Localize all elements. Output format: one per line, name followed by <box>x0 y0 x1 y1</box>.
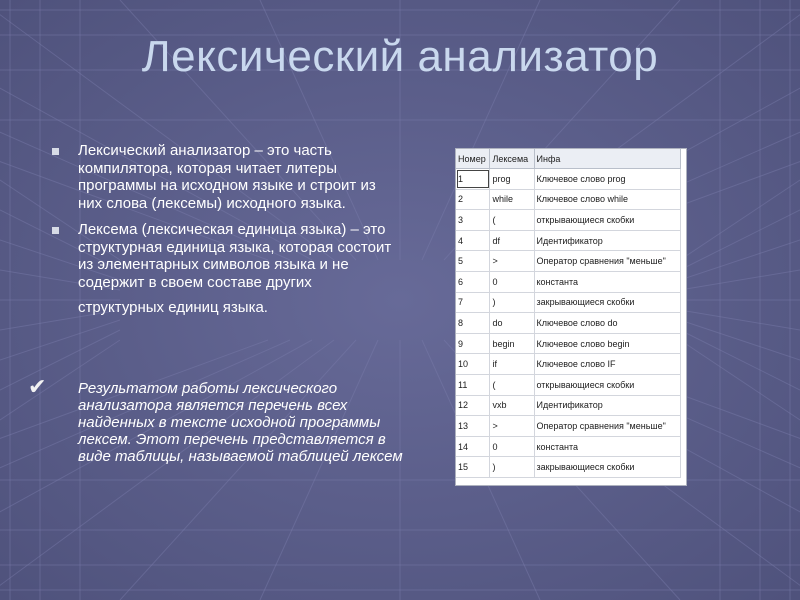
cell-info[interactable]: Ключевое слово do <box>534 313 681 334</box>
cell-number[interactable]: 4 <box>456 230 490 251</box>
cell-info[interactable]: константа <box>534 271 681 292</box>
cell-number[interactable]: 3 <box>456 210 490 231</box>
bullet-list <box>52 142 392 326</box>
cell-lexeme[interactable]: prog <box>490 169 534 190</box>
cell-info[interactable]: Идентификатор <box>534 395 681 416</box>
cell-info[interactable]: константа <box>534 436 681 457</box>
cell-info[interactable]: Ключевое слово IF <box>534 354 681 375</box>
cell-number[interactable]: 10 <box>456 354 490 375</box>
table-row[interactable] <box>456 333 681 354</box>
table-row[interactable] <box>456 210 681 231</box>
cell-number[interactable]: 9 <box>456 333 490 354</box>
cell-number[interactable]: 7 <box>456 292 490 313</box>
cell-lexeme[interactable]: ) <box>490 457 534 478</box>
cell-lexeme[interactable]: ( <box>490 210 534 231</box>
cell-info[interactable]: Оператор сравнения "меньше" <box>534 251 681 272</box>
table-row[interactable] <box>456 416 681 437</box>
result-text: Результатом работы лексического анализатора является перечень всех найденных в тексте исходной программы лексем. Этот перечень представляется в виде таблицы, называемой таблицей лексем <box>78 380 403 465</box>
cell-number[interactable]: 13 <box>456 416 490 437</box>
square-bullet-icon <box>52 148 59 155</box>
bullet-text: Лексический анализатор – это часть компилятора, которая читает литеры программы на исходном языке и строит из них слова (лексемы) исходного языка. <box>78 142 376 212</box>
table-row[interactable] <box>456 292 681 313</box>
cell-number[interactable]: 11 <box>456 374 490 395</box>
cell-lexeme[interactable]: 0 <box>490 271 534 292</box>
cell-info[interactable]: закрывающиеся скобки <box>534 292 681 313</box>
column-header-lexeme[interactable]: Лексема <box>490 149 534 169</box>
cell-info[interactable]: закрывающиеся скобки <box>534 457 681 478</box>
cell-number[interactable]: 6 <box>456 271 490 292</box>
table-row[interactable] <box>456 354 681 375</box>
bullet-text-continuation: структурных единиц языка. <box>78 299 268 316</box>
lexeme-table-window <box>455 148 687 486</box>
cell-lexeme[interactable]: ( <box>490 374 534 395</box>
cell-lexeme[interactable]: begin <box>490 333 534 354</box>
cell-number[interactable]: 8 <box>456 313 490 334</box>
table-row[interactable] <box>456 271 681 292</box>
table-row[interactable] <box>456 169 681 190</box>
cell-lexeme[interactable]: > <box>490 416 534 437</box>
table-row[interactable] <box>456 313 681 334</box>
cell-info[interactable]: открывающиеся скобки <box>534 210 681 231</box>
cell-lexeme[interactable]: > <box>490 251 534 272</box>
cell-info[interactable]: Идентификатор <box>534 230 681 251</box>
table-row[interactable] <box>456 230 681 251</box>
table-row[interactable] <box>456 457 681 478</box>
square-bullet-icon <box>52 227 59 234</box>
cell-lexeme[interactable]: df <box>490 230 534 251</box>
cell-lexeme[interactable]: vxb <box>490 395 534 416</box>
bullet-item <box>52 221 392 317</box>
cell-number[interactable]: 12 <box>456 395 490 416</box>
lexeme-table <box>456 149 681 478</box>
cell-number[interactable]: 15 <box>456 457 490 478</box>
column-header-info[interactable]: Инфа <box>534 149 681 169</box>
cell-info[interactable]: открывающиеся скобки <box>534 374 681 395</box>
cell-info[interactable]: Ключевое слово while <box>534 189 681 210</box>
table-row[interactable] <box>456 436 681 457</box>
table-row[interactable] <box>456 395 681 416</box>
checkmark-icon: ✔ <box>28 374 47 399</box>
cell-lexeme[interactable]: do <box>490 313 534 334</box>
bullet-text: Лексема (лексическая единица языка) – это структурная единица языка, которая состоит из элементарных символов языка и не содержит в своем составе других <box>78 221 392 291</box>
cell-lexeme[interactable]: if <box>490 354 534 375</box>
cell-info[interactable]: Ключевое слово prog <box>534 169 681 190</box>
column-header-number[interactable]: Номер <box>456 149 490 169</box>
cell-lexeme[interactable]: 0 <box>490 436 534 457</box>
table-row[interactable] <box>456 374 681 395</box>
cell-lexeme[interactable]: ) <box>490 292 534 313</box>
slide-title: Лексический анализатор <box>141 32 659 81</box>
table-row[interactable] <box>456 251 681 272</box>
cell-number[interactable]: 5 <box>456 251 490 272</box>
cell-number[interactable]: 2 <box>456 189 490 210</box>
cell-number[interactable]: 1 <box>456 169 490 190</box>
table-header-row <box>456 149 681 169</box>
cell-info[interactable]: Ключевое слово begin <box>534 333 681 354</box>
cell-lexeme[interactable]: while <box>490 189 534 210</box>
bullet-item <box>52 142 392 212</box>
cell-number[interactable]: 14 <box>456 436 490 457</box>
table-row[interactable] <box>456 189 681 210</box>
cell-info[interactable]: Оператор сравнения "меньше" <box>534 416 681 437</box>
result-paragraph <box>28 374 408 465</box>
